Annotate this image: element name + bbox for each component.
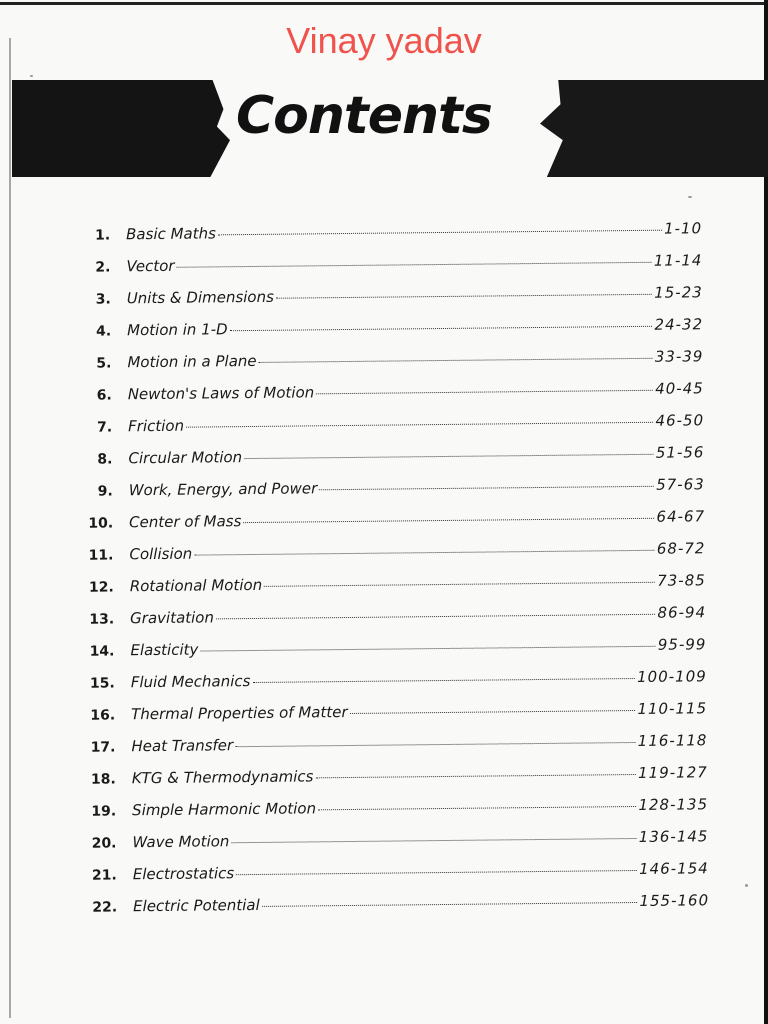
dot-leader xyxy=(318,806,636,810)
dot-leader xyxy=(262,902,638,907)
table-of-contents xyxy=(60,219,709,930)
chapter-number: 22. xyxy=(92,899,118,916)
page-range: 155-160 xyxy=(639,891,710,910)
dot-leader xyxy=(177,262,652,268)
chapter-title: Circular Motion xyxy=(128,448,243,468)
scan-speck xyxy=(30,75,33,77)
banner-right xyxy=(540,80,768,177)
chapter-title: Motion in a Plane xyxy=(127,351,257,372)
chapter-title: Collision xyxy=(129,544,193,564)
toc-row xyxy=(67,891,709,930)
chapter-number: 19. xyxy=(91,803,117,820)
dot-leader xyxy=(243,518,654,523)
page-range: 57-63 xyxy=(656,475,705,494)
page-range: 146-154 xyxy=(638,859,709,878)
page-range: 110-115 xyxy=(637,699,708,718)
chapter-number: 9. xyxy=(97,483,113,500)
chapter-title: Electrostatics xyxy=(132,864,235,884)
page-range: 33-39 xyxy=(654,347,704,366)
dot-leader xyxy=(200,646,656,652)
chapter-number: 12. xyxy=(88,579,114,596)
chapter-number: 6. xyxy=(96,387,112,404)
dot-leader xyxy=(186,422,653,428)
dot-leader xyxy=(216,614,656,620)
page-range: 136-145 xyxy=(638,827,709,846)
chapter-title: Simple Harmonic Motion xyxy=(132,799,317,820)
dot-leader xyxy=(236,870,637,875)
dot-leader xyxy=(231,838,636,843)
page-range: 64-67 xyxy=(656,507,706,526)
page-range: 1-10 xyxy=(663,219,703,238)
scan-speck xyxy=(688,196,692,198)
page-range: 40-45 xyxy=(655,379,704,398)
chapter-number: 11. xyxy=(88,547,114,564)
dot-leader xyxy=(316,390,653,395)
dot-leader xyxy=(319,486,654,491)
chapter-number: 4. xyxy=(95,323,112,340)
left-margin-line xyxy=(9,38,11,1018)
page-range: 116-118 xyxy=(637,731,708,750)
chapter-number: 18. xyxy=(90,771,116,788)
page-range: 119-127 xyxy=(637,763,708,782)
page-range: 100-109 xyxy=(636,667,707,686)
dot-leader xyxy=(264,582,655,587)
chapter-number: 10. xyxy=(88,515,114,532)
chapter-title: Fluid Mechanics xyxy=(130,672,251,692)
author-watermark: Vinay yadav xyxy=(286,20,482,61)
top-border xyxy=(0,2,768,5)
page-range: 86-94 xyxy=(657,603,707,622)
dot-leader xyxy=(259,358,653,363)
dot-leader xyxy=(235,742,636,747)
chapter-number: 20. xyxy=(91,835,117,852)
chapter-title: Electric Potential xyxy=(133,895,260,916)
page-range: 68-72 xyxy=(656,539,706,558)
chapter-number: 21. xyxy=(91,867,117,884)
chapter-number: 5. xyxy=(96,355,112,372)
page-range: 73-85 xyxy=(657,571,706,590)
page-title: Contents xyxy=(236,86,492,146)
banner-left xyxy=(12,80,230,177)
chapter-title: Newton's Laws of Motion xyxy=(127,383,315,404)
chapter-number: 7. xyxy=(96,419,113,436)
chapter-title: KTG & Thermodynamics xyxy=(131,767,314,788)
page-range: 15-23 xyxy=(654,283,703,302)
chapter-title: Gravitation xyxy=(130,608,215,628)
chapter-number: 8. xyxy=(97,451,113,468)
chapter-title: Units & Dimensions xyxy=(126,287,274,308)
chapter-number: 16. xyxy=(90,707,116,724)
page-range: 51-56 xyxy=(655,443,705,462)
chapter-title: Friction xyxy=(128,416,185,436)
chapter-title: Thermal Properties of Matter xyxy=(131,703,348,724)
dot-leader xyxy=(194,550,655,556)
page-range: 128-135 xyxy=(638,795,709,814)
chapter-number: 2. xyxy=(95,259,111,276)
chapter-title: Elasticity xyxy=(130,640,199,660)
dot-leader xyxy=(350,710,636,714)
chapter-title: Heat Transfer xyxy=(131,736,234,756)
chapter-title: Rotational Motion xyxy=(129,575,263,596)
page-range: 95-99 xyxy=(657,635,707,654)
dot-leader xyxy=(218,230,662,236)
chapter-number: 14. xyxy=(89,643,115,660)
chapter-title: Work, Energy, and Power xyxy=(128,479,318,500)
chapter-title: Center of Mass xyxy=(129,512,242,532)
chapter-number: 1. xyxy=(94,227,111,244)
dot-leader xyxy=(244,454,654,459)
page-range: 46-50 xyxy=(655,411,705,430)
chapter-number: 3. xyxy=(95,291,111,308)
dot-leader xyxy=(230,326,653,331)
scan-speck xyxy=(745,884,748,887)
chapter-title: Vector xyxy=(126,256,175,276)
chapter-number: 13. xyxy=(89,611,115,628)
dot-leader xyxy=(315,774,636,778)
chapter-number: 15. xyxy=(89,675,115,692)
dot-leader xyxy=(252,678,635,683)
chapter-number: 17. xyxy=(90,739,116,756)
page-range: 11-14 xyxy=(653,251,703,270)
chapter-title: Wave Motion xyxy=(132,832,230,852)
dot-leader xyxy=(276,294,652,299)
chapter-title: Basic Maths xyxy=(125,224,217,244)
page-range: 24-32 xyxy=(654,315,704,334)
chapter-title: Motion in 1-D xyxy=(127,320,228,340)
